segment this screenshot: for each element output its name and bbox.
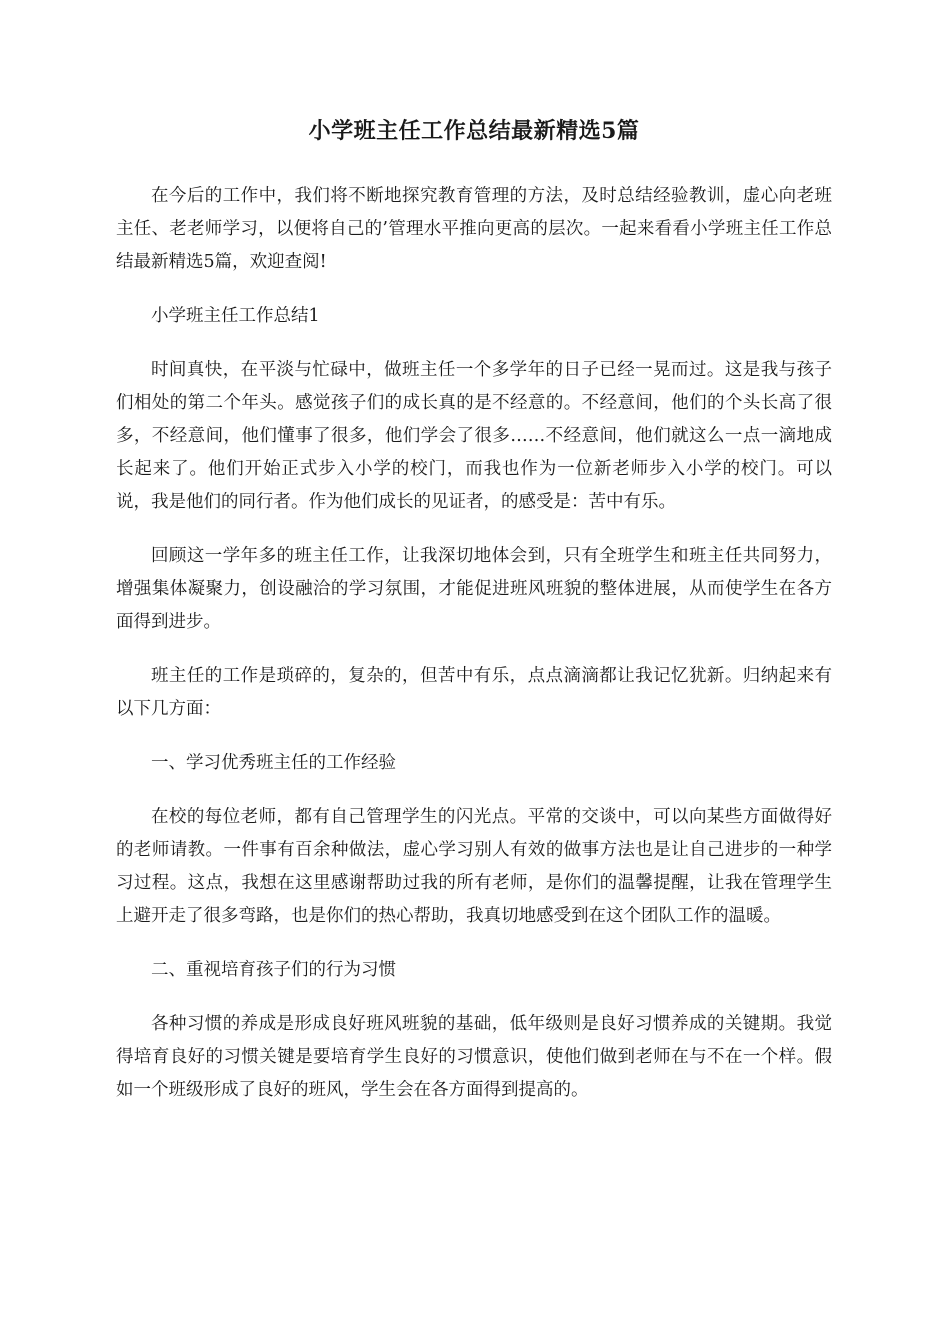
body-paragraph: 班主任的工作是琐碎的，复杂的，但苦中有乐，点点滴滴都让我记忆犹新。归纳起来有以下几方面： bbox=[116, 666, 832, 719]
body-paragraph: 各种习惯的养成是形成良好班风班貌的基础，低年级则是良好习惯养成的关键期。我觉得培育良好的习惯关键是要培育学生良好的习惯意识，使他们做到老师在与不在一个样。假如一个班级形成了良好的班风，学生会在各方面得到提高的。 bbox=[116, 1014, 832, 1100]
section-heading-habits: 二、重视培育孩子们的行为习惯 bbox=[151, 960, 396, 980]
section-heading-summary-1: 小学班主任工作总结1 bbox=[151, 306, 320, 326]
body-paragraph: 在校的每位老师，都有自己管理学生的闪光点。平常的交谈中，可以向某些方面做得好的老师请教。一件事有百余种做法，虚心学习别人有效的做事方法也是让自己进步的一种学习过程。这点，我想在这里感谢帮助过我的所有老师，是你们的温馨提醒，让我在管理学生上避开走了很多弯路，也是你们的热心帮助，我真切地感受到在这个团队工作的温暖。 bbox=[116, 807, 832, 926]
document-title: 小学班主任工作总结最新精选5篇 bbox=[308, 118, 640, 144]
intro-paragraph: 在今后的工作中，我们将不断地探究教育管理的方法，及时总结经验教训，虚心向老班主任、老老师学习，以便将自己的’管理水平推向更高的层次。一起来看看小学班主任工作总结最新精选5篇，欢迎查阅! bbox=[116, 186, 832, 272]
section-heading-learn-experience: 一、学习优秀班主任的工作经验 bbox=[151, 753, 396, 773]
body-paragraph: 回顾这一学年多的班主任工作，让我深切地体会到，只有全班学生和班主任共同努力，增强集体凝聚力，创设融洽的学习氛围，才能促进班风班貌的整体进展，从而使学生在各方面得到进步。 bbox=[116, 546, 832, 632]
body-paragraph: 时间真快，在平淡与忙碌中，做班主任一个多学年的日子已经一晃而过。这是我与孩子们相处的第二个年头。感觉孩子们的成长真的是不经意的。不经意间，他们的个头长高了很多，不经意间，他们懂事了很多，他们学会了很多……不经意间，他们就这么一点一滴地成长起来了。他们开始正式步入小学的校门，而我也作为一位新老师步入小学的校门。可以说，我是他们的同行者。作为他们成长的见证者，的感受是：苦中有乐。 bbox=[116, 360, 832, 512]
